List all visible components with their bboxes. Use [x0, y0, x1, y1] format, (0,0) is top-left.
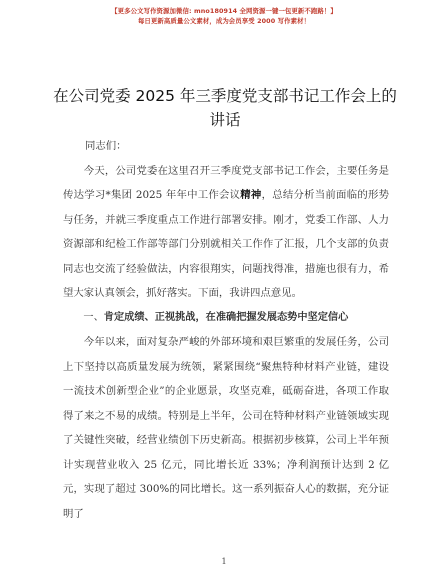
salutation: 同志们： [85, 140, 127, 152]
document-body [63, 134, 389, 526]
section-heading-text: 肯定成绩、正视挑战，在准确把握发展态势中坚定信心 [103, 311, 349, 323]
page-number: 1 [221, 557, 227, 566]
paragraph-achievements: 今年以来，面对复杂严峻的外部环境和艰巨繁重的发展任务，公司上下坚持以高质量发展为统领，紧紧围绕“聚焦特种材料产业链，建设一流技术创新型企业”的企业愿景，攻坚克难，砥砺奋进，各项工作取得了来之不易的成绩。特别是上半年，公司在特种材料产业链领域实现了关键性突破，经营业绩创下历史新高。根据初步核算，公司上半年预计实现营业收入 25 亿元，同比增长近 33%；净利润预计达到 2 亿元，实现了超过 300%的同比增长。这一系列振奋人心的数据，充分证明了 [63, 336, 389, 520]
emphasized-text: 精神 [240, 189, 262, 201]
document-title: 在公司党委 2025 年三季度党支部书记工作会上的讲话 [53, 87, 397, 129]
paragraph-opening-text-after: ，总结分析当前面临的形势与任务，并就三季度重点工作进行部署安排。刚才，党委工作部、人力资源部和纪检工作部等部门分别就相关工作作了汇报，几个支部的负责同志也交流了经验做法，内容很翔实，问题找得准，措施也很有力，希望大家认真领会，抓好落实。下面，我讲四点意见。 [63, 189, 389, 299]
paragraph-opening [63, 159, 389, 306]
promo-banner-line-2: 每日更新高质量公文素材，成为会员享受 2000 写作素材！ [137, 17, 311, 25]
paragraph-opening-text-before: 今天，公司党委在这里召开三季度党支部书记工作会，主要任务是传达学习*集团 2025 年年中工作会议 [63, 164, 389, 201]
promo-banner [0, 6, 448, 26]
section-number: 一、 [83, 311, 104, 323]
section-heading-1 [63, 306, 389, 331]
promo-banner-line-1: 【更多公文写作资源加微信: mno180914 全网资源一键一包更新不跑路！】 [111, 7, 337, 15]
